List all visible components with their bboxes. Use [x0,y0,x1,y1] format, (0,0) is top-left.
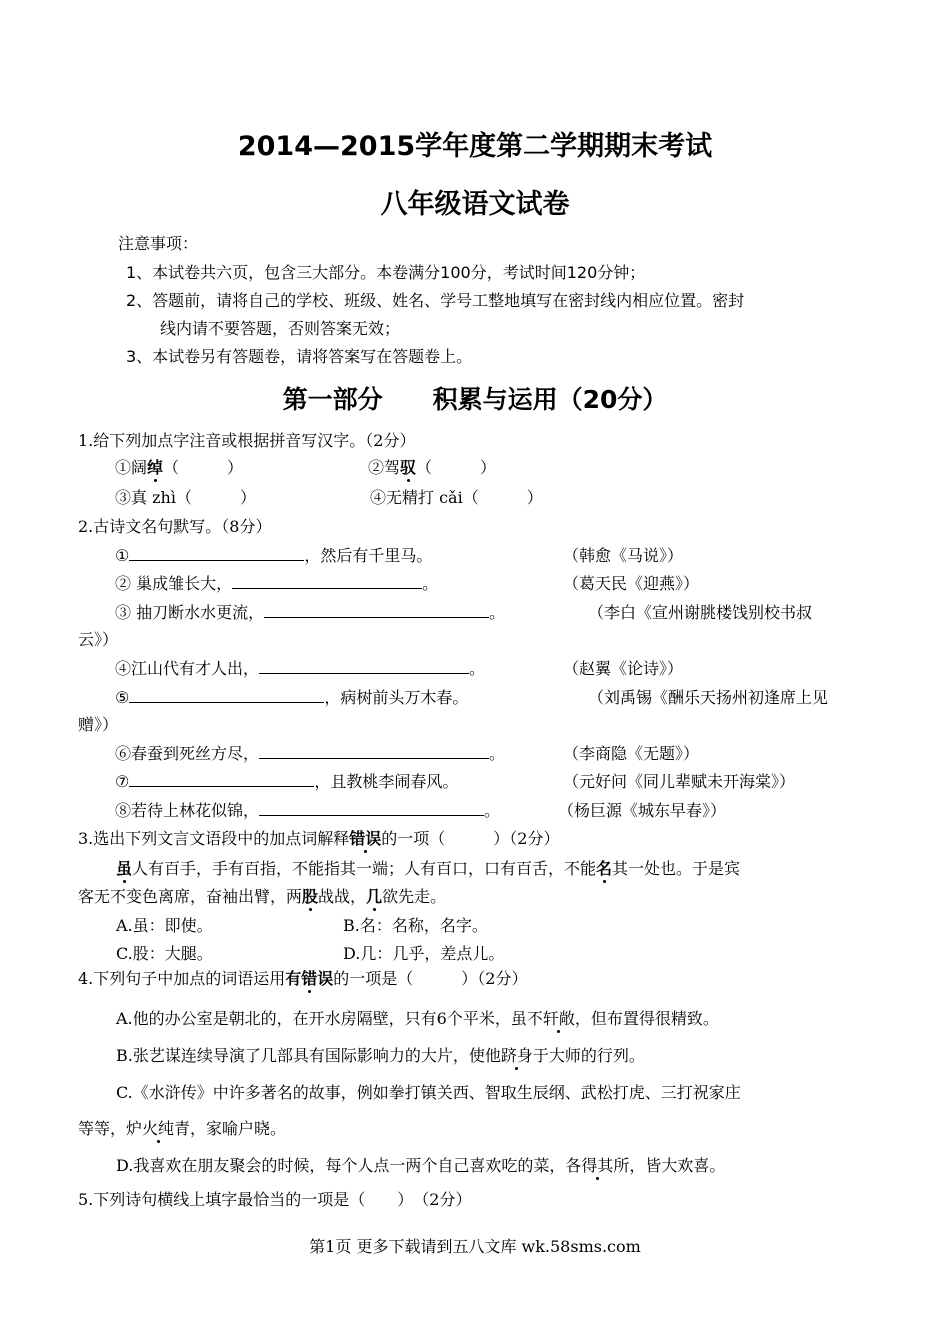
q2-stem: 2.古诗文名句默写。（8分） [78,517,272,536]
q2-line-2: ② 巢成雏长大， 。 [115,574,439,593]
q2-source-4: （赵翼《论诗》） [563,659,684,678]
q4-option-c-line-1: C.《水浒传》中许多著名的故事，例如拳打镇关西、智取生辰纲、武松打虎、三打祝家庄 [116,1083,741,1102]
q1-stem: 1.给下列加点字注音或根据拼音写汉字。（2分） [78,431,416,450]
q1-item-2: ②驾驭（ ） [368,458,497,477]
q1-item-1: ①阔绰（ ） [115,458,244,477]
q4-option-a: A.他的办公室是朝北的，在开水房隔壁，只有6个平米，虽不轩敞，但布置得很精致。 [116,1009,719,1028]
q1-item-3: ③真 zhì（ ） [115,488,256,507]
q2-source-3: （李白《宣州谢朓楼饯别校书叔 [588,603,813,622]
q2-line-8: ⑧若待上林花似锦， 。 [115,801,501,820]
q2-source-5: （刘禹锡《酬乐天扬州初逢席上见 [588,688,829,707]
q2-line-5: ⑤ ，病树前头万木春。 [115,688,469,707]
part1-title: 第一部分 积累与运用（20分） [282,385,668,414]
q2-line-3: ③ 抽刀断水水更流， 。 [115,603,506,622]
q2-line-6: ⑥春蚕到死丝方尽， 。 [115,744,506,763]
q2-source-3-wrap: 云》） [78,630,119,649]
q3-option-d: D.几：几乎，差点儿。 [343,944,505,963]
q4-option-c-line-2: 等等，炉火纯青，家喻户晓。 [78,1119,287,1138]
q2-source-7: （元好问《同儿辈赋未开海棠》） [563,772,796,791]
exam-subtitle: 八年级语文试卷 [380,189,570,220]
q1-item-4: ④无精打 cǎi（ ） [370,488,543,507]
q3-option-a: A.虽：即使。 [116,916,213,935]
q3-option-c: C.股：大腿。 [116,944,213,963]
notice-heading: 注意事项： [118,234,199,253]
q3-passage-line-2: 客无不变色离席，奋袖出臂，两股战战，几欲先走。 [78,887,447,906]
q4-stem: 4.下列句子中加点的词语运用有错误的一项是（ ）（2分） [78,969,528,988]
q2-source-6: （李商隐《无题》） [563,744,700,763]
exam-title: 2014—2015学年度第二学期期末考试 [237,131,713,162]
q2-line-7: ⑦ ，且教桃李闹春风。 [115,772,459,791]
q4-option-b: B.张艺谋连续导演了几部具有国际影响力的大片，使他跻身于大师的行列。 [116,1046,645,1065]
q2-source-2: （葛天民《迎燕》） [563,574,700,593]
notice-item-2: 2、答题前，请将自己的学校、班级、姓名、学号工整地填写在密封线内相应位置。密封 [126,291,745,310]
notice-item-1: 1、本试卷共六页，包含三大部分。本卷满分100分，考试时间120分钟； [126,263,646,282]
page-footer: 第1页 更多下载请到五八文库 wk.58sms.com [309,1237,641,1256]
q3-passage-line-1: 虽人有百手，手有百指，不能指其一端；人有百口，口有百舌，不能名其一处也。于是宾 [116,859,741,878]
q2-source-1: （韩愈《马说》） [563,546,684,565]
q2-line-4: ④江山代有才人出， 。 [115,659,486,678]
q4-option-d: D.我喜欢在朋友聚会的时候，每个人点一两个自己喜欢吃的菜，各得其所，皆大欢喜。 [116,1156,726,1175]
q3-stem: 3.选出下列文言文语段中的加点词解释错误的一项（ ）（2分） [78,829,560,848]
notice-item-3: 3、本试卷另有答题卷，请将答案写在答题卷上。 [126,347,473,366]
q2-source-5-wrap: 赠》） [78,715,119,734]
q3-option-b: B.名：名称，名字。 [343,916,488,935]
notice-item-2-cont: 线内请不要答题，否则答案无效； [160,319,401,338]
q5-stem: 5.下列诗句横线上填字最恰当的一项是（ ） （2分） [78,1190,472,1209]
q2-source-8: （杨巨源《城东早春》） [558,801,727,820]
q2-line-1: ① ，然后有千里马。 [115,546,433,565]
